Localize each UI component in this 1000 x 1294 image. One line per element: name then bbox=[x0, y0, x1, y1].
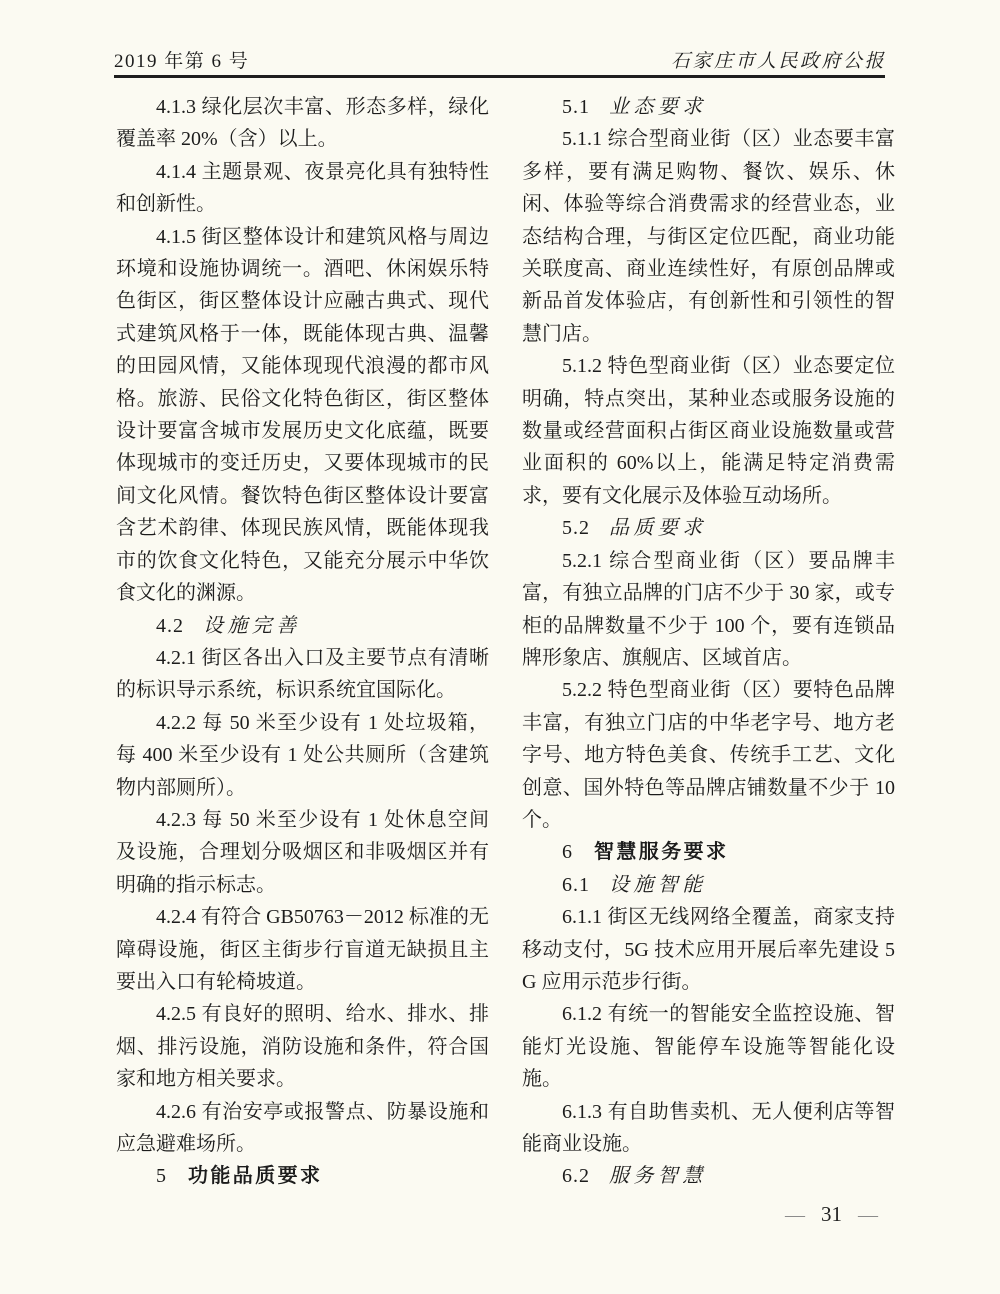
subsection-title: 业态要求 bbox=[609, 96, 707, 118]
body-paragraph: 4.1.5 街区整体设计和建筑风格与周边环境和设施协调统一。酒吧、休闲娱乐特色街区，街区整体设计应融古典式、现代式建筑风格于一体，既能体现古典、温馨的田园风情，又能体现现代浪漫的都市风格。旅游、民俗文化特色街区，街区整体设计要富含城市发展历史文化底蕴，既要体现城市的变迁历史，又要体现城市的民间文化风情。餐饮特色街区整体设计要富含艺术韵律、体现民族风情，既能体现我市的饮食文化特色，又能充分展示中华饮食文化的渊源。 bbox=[116, 225, 489, 605]
body-paragraph: 4.2.6 有治安亭或报警点、防暴设施和应急避难场所。 bbox=[116, 1100, 489, 1155]
section-subheading bbox=[522, 869, 895, 901]
section-number: 5 bbox=[156, 1165, 166, 1188]
left-column bbox=[116, 91, 489, 1193]
section-subheading bbox=[522, 1160, 895, 1192]
subsection-title: 设施智能 bbox=[609, 873, 707, 896]
body-paragraph: 4.1.4 主题景观、夜景亮化具有独特性和创新性。 bbox=[116, 160, 489, 216]
footer-dash-right: — bbox=[858, 1204, 878, 1226]
subsection-title: 品质要求 bbox=[609, 517, 707, 540]
body-paragraph: 6.1.3 有自助售卖机、无人便利店等智能商业设施。 bbox=[522, 1100, 895, 1155]
chapter-title: 智慧服务要求 bbox=[594, 841, 729, 864]
subsection-title: 服务智慧 bbox=[609, 1165, 707, 1188]
right-column bbox=[522, 91, 895, 1193]
body-paragraph: 6.1.1 街区无线网络全覆盖，商家支持移动支付，5G 技术应用开展后率先建设 5G 应用示范步行街。 bbox=[522, 906, 895, 993]
section-subheading bbox=[116, 610, 489, 642]
section-number: 5.2 bbox=[562, 517, 590, 540]
section-number: 6.1 bbox=[562, 873, 590, 896]
body-paragraph: 5.1.1 综合型商业街（区）业态要丰富多样，要有满足购物、餐饮、娱乐、休闲、体验等综合消费需求的经营业态，业态结构合理，与街区定位匹配，商业功能关联度高、商业连续性好，有原创品牌或新品首发体验店，有创新性和引领性的智慧门店。 bbox=[522, 128, 895, 345]
body-paragraph: 5.2.2 特色型商业街（区）要特色品牌丰富，有独立门店的中华老字号、地方老字号、地方特色美食、传统手工艺、文化创意、国外特色等品牌店铺数量不少于 10 个。 bbox=[522, 679, 895, 831]
body-paragraph: 4.2.1 街区各出入口及主要节点有清晰的标识导示系统，标识系统宜国际化。 bbox=[116, 646, 489, 702]
header-rule bbox=[114, 75, 885, 78]
page-footer bbox=[785, 1202, 878, 1227]
issue-number: 2019 年第 6 号 bbox=[114, 51, 250, 72]
body-paragraph: 4.2.2 每 50 米至少设有 1 处垃圾箱，每 400 米至少设有 1 处公共厕所（含建筑物内部厕所）。 bbox=[116, 711, 489, 799]
body-paragraph: 4.2.4 有符合 GB50763－2012 标准的无障碍设施，街区主街步行盲道无缺损且主要出入口有轮椅坡道。 bbox=[116, 906, 489, 993]
section-subheading bbox=[522, 512, 895, 544]
chapter-heading bbox=[116, 1160, 489, 1192]
body-paragraph: 6.1.2 有统一的智能安全监控设施、智能灯光设施、智能停车设施等智能化设施。 bbox=[522, 1003, 895, 1091]
section-number: 6.2 bbox=[562, 1165, 590, 1188]
body-paragraph: 4.2.3 每 50 米至少设有 1 处休息空间及设施，合理划分吸烟区和非吸烟区并有明确的指示标志。 bbox=[116, 808, 489, 896]
section-number: 5.1 bbox=[562, 96, 590, 118]
body-paragraph: 4.1.3 绿化层次丰富、形态多样，绿化覆盖率 20%（含）以上。 bbox=[116, 96, 489, 151]
body-paragraph: 4.2.5 有良好的照明、给水、排水、排烟、排污设施，消防设施和条件，符合国家和地方相关要求。 bbox=[116, 1003, 489, 1091]
section-number: 4.2 bbox=[156, 614, 184, 637]
page-header bbox=[114, 46, 886, 73]
publication-title: 石家庄市人民政府公报 bbox=[670, 51, 886, 72]
section-subheading bbox=[522, 91, 895, 123]
section-number: 6 bbox=[562, 841, 572, 864]
body-paragraph: 5.2.1 综合型商业街（区）要品牌丰富，有独立品牌的门店不少于 30 家，或专柜的品牌数量不少于 100 个，要有连锁品牌形象店、旗舰店、区域首店。 bbox=[522, 549, 895, 669]
page-number: 31 bbox=[821, 1202, 842, 1226]
chapter-heading bbox=[522, 836, 895, 868]
chapter-title: 功能品质要求 bbox=[188, 1165, 323, 1188]
subsection-title: 设施完善 bbox=[203, 614, 301, 637]
footer-dash-left: — bbox=[785, 1204, 805, 1226]
content-columns bbox=[116, 91, 896, 1193]
body-paragraph: 5.1.2 特色型商业街（区）业态要定位明确，特点突出，某种业态或服务设施的数量或经营面积占街区商业设施数量或营业面积的 60%以上，能满足特定消费需求，要有文化展示及体验互动场所。 bbox=[522, 355, 895, 507]
